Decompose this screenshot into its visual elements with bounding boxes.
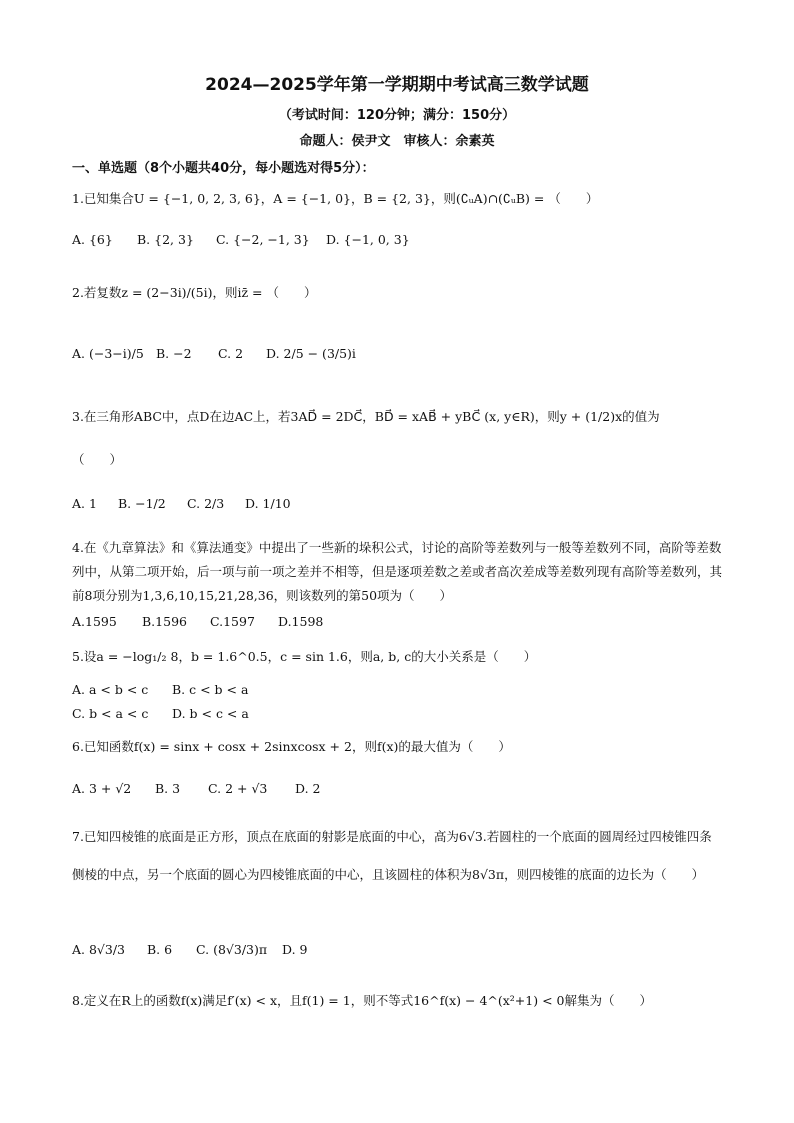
question-6-option-a: A. 3 + √2 bbox=[72, 781, 132, 796]
question-1-stem: 1.已知集合U = {−1, 0, 2, 3, 6}，A = {−1, 0}，B = {2, 3}，则(∁ᵤA)∩(∁ᵤB) = （ ） bbox=[72, 191, 599, 206]
question-8-stem: 8.定义在R上的函数f(x)满足f′(x) < x，且f(1) = 1，则不等式16^f(x) − 4^(x²+1) < 0解集为（ ） bbox=[72, 993, 652, 1008]
question-3-option-b: B. −1/2 bbox=[118, 496, 166, 511]
question-3-option-c: C. 2/3 bbox=[187, 496, 225, 511]
question-3-option-a: A. 1 bbox=[72, 496, 97, 511]
question-3-stem-cont: （ ） bbox=[72, 452, 123, 467]
question-2-option-c: C. 2 bbox=[218, 346, 244, 361]
question-2-stem: 2.若复数z = (2−3i)/(5i)，则iz̄ = （ ） bbox=[72, 285, 317, 300]
question-7-option-a: A. 8√3/3 bbox=[72, 942, 126, 957]
question-2-option-d: D. 2/5 − (3/5)i bbox=[266, 346, 356, 361]
question-4-option-b: B.1596 bbox=[142, 614, 187, 629]
question-6-stem: 6.已知函数f(x) = sinx + cosx + 2sinxcosx + 2，则f(x)的最大值为（ ） bbox=[72, 739, 511, 754]
question-1-option-b: B. {2, 3} bbox=[137, 232, 194, 247]
page-title: 2024—2025学年第一学期期中考试高三数学试题 bbox=[205, 75, 589, 95]
question-7-option-d: D. 9 bbox=[282, 942, 308, 957]
question-5-option-b: B. c < b < a bbox=[172, 682, 249, 697]
question-1-option-c: C. {−2, −1, 3} bbox=[216, 232, 310, 247]
question-7-option-c: C. (8√3/3)π bbox=[196, 942, 268, 957]
question-2-option-a: A. (−3−i)/5 bbox=[72, 346, 144, 361]
question-5-stem: 5.设a = −log₁/₂ 8，b = 1.6^0.5，c = sin 1.6，则a, b, c的大小关系是（ ） bbox=[72, 649, 537, 664]
question-4-option-d: D.1598 bbox=[278, 614, 324, 629]
question-2-option-b: B. −2 bbox=[156, 346, 192, 361]
question-6-option-c: C. 2 + √3 bbox=[208, 781, 268, 796]
question-3-stem: 3.在三角形ABC中，点D在边AC上，若3AD⃗ = 2DC⃗，BD⃗ = xAB⃗ + yBC⃗ (x, y∈R)，则y + (1/2)x的值为 bbox=[72, 409, 660, 424]
question-7-option-b: B. 6 bbox=[147, 942, 173, 957]
question-4-stem: 4.在《九章算法》和《算法通变》中提出了一些新的垛积公式，讨论的高阶等差数列与一般等差数列不同，高阶等差数列中，从第二项开始，后一项与前一项之差并不相等，但是逐项差数之差或者高次差成等差数列现有高阶等差数列，其前8项分别为1,3,6,10,15,21,28,36，则该数列的第50项为（ ） bbox=[72, 540, 723, 603]
question-1-option-d: D. {−1, 0, 3} bbox=[326, 232, 410, 247]
exam-info: （考试时间：120分钟；满分：150分） bbox=[278, 108, 516, 123]
question-4-option-c: C.1597 bbox=[210, 614, 255, 629]
question-5-option-d: D. b < c < a bbox=[172, 706, 249, 721]
question-6-option-b: B. 3 bbox=[155, 781, 181, 796]
question-3-option-d: D. 1/10 bbox=[245, 496, 291, 511]
question-7-stem: 7.已知四棱锥的底面是正方形，顶点在底面的射影是底面的中心，高为6√3.若圆柱的一个底面的圆周经过四棱锥四条侧棱的中点，另一个底面的圆心为四棱锥底面的中心，且该圆柱的体积为8√3π，则四棱锥的底面的边长为（ ） bbox=[72, 829, 712, 882]
question-5-option-c: C. b < a < c bbox=[72, 706, 149, 721]
section-heading: 一、单选题（8个小题共40分，每小题选对得5分）： bbox=[72, 161, 375, 176]
question-1-option-a: A. {6} bbox=[72, 232, 113, 247]
exam-authors: 命题人：侯尹文 审核人：余素英 bbox=[299, 134, 495, 149]
question-6-option-d: D. 2 bbox=[295, 781, 321, 796]
question-5-option-a: A. a < b < c bbox=[72, 682, 149, 697]
question-4-option-a: A.1595 bbox=[72, 614, 117, 629]
